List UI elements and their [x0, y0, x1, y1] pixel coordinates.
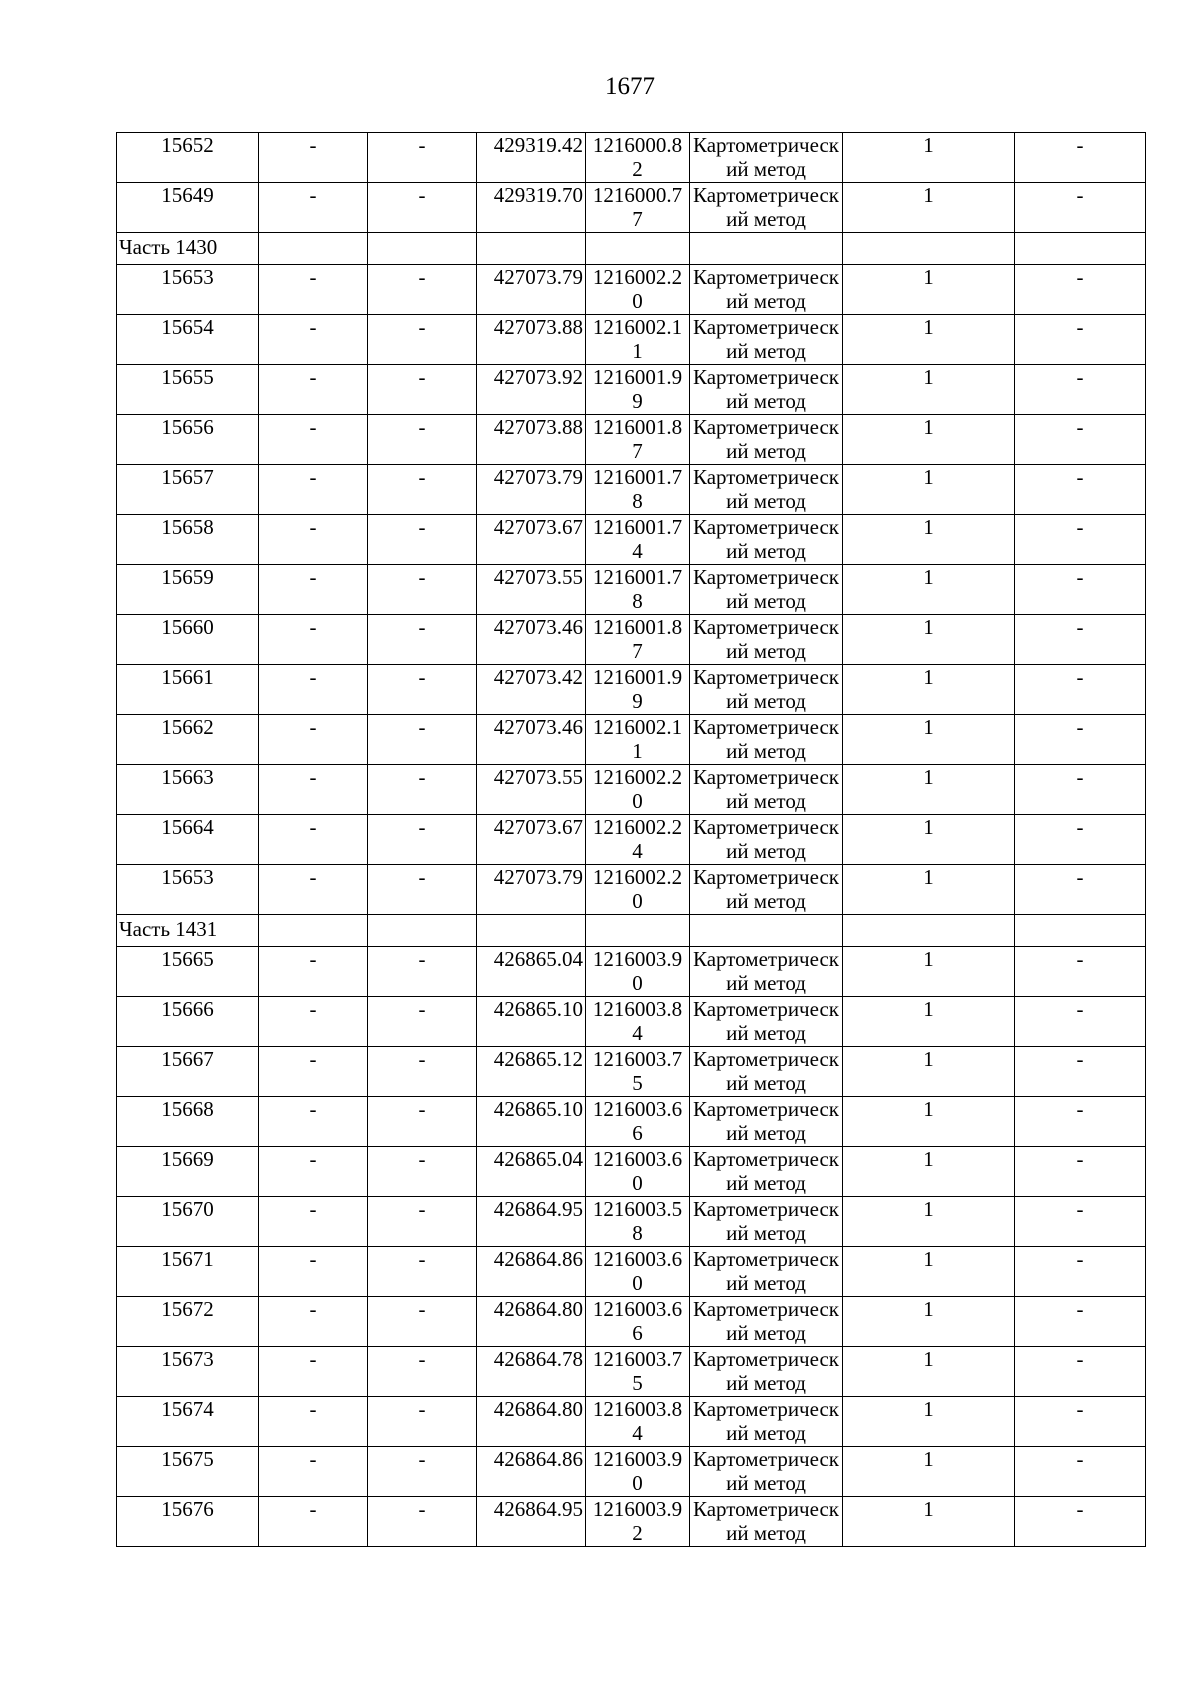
x-coordinate-cell: 427073.42: [477, 665, 586, 715]
table-row: [117, 947, 1146, 997]
accuracy-cell: 1: [843, 1497, 1015, 1547]
dash-cell: -: [259, 133, 368, 183]
y-coordinate-cell: 1216003.75: [586, 1347, 690, 1397]
accuracy-cell: 1: [843, 1297, 1015, 1347]
dash-cell: -: [259, 997, 368, 1047]
accuracy-cell: 1: [843, 715, 1015, 765]
dash-cell: -: [368, 365, 477, 415]
empty-cell: [690, 915, 843, 947]
method-cell: Картометрический метод: [690, 565, 843, 615]
point-number-cell: 15652: [117, 133, 259, 183]
x-coordinate-cell: 426864.80: [477, 1297, 586, 1347]
empty-cell: [1015, 233, 1146, 265]
dash-cell: -: [368, 315, 477, 365]
empty-cell: [259, 233, 368, 265]
dash-cell: -: [259, 1147, 368, 1197]
empty-cell: [586, 233, 690, 265]
dash-cell: -: [259, 1297, 368, 1347]
x-coordinate-cell: 426864.78: [477, 1347, 586, 1397]
y-coordinate-cell: 1216001.99: [586, 665, 690, 715]
dash-cell: -: [368, 1397, 477, 1447]
dash-cell: -: [259, 765, 368, 815]
accuracy-cell: 1: [843, 665, 1015, 715]
point-number-cell: 15659: [117, 565, 259, 615]
dash-cell: -: [259, 1197, 368, 1247]
point-number-cell: 15673: [117, 1347, 259, 1397]
method-cell: Картометрический метод: [690, 315, 843, 365]
y-coordinate-cell: 1216002.20: [586, 865, 690, 915]
note-cell: -: [1015, 715, 1146, 765]
note-cell: -: [1015, 1197, 1146, 1247]
y-coordinate-cell: 1216002.11: [586, 715, 690, 765]
dash-cell: -: [368, 1497, 477, 1547]
dash-cell: -: [368, 515, 477, 565]
y-coordinate-cell: 1216000.77: [586, 183, 690, 233]
point-number-cell: 15665: [117, 947, 259, 997]
note-cell: -: [1015, 1047, 1146, 1097]
x-coordinate-cell: 427073.79: [477, 465, 586, 515]
dash-cell: -: [368, 815, 477, 865]
y-coordinate-cell: 1216003.84: [586, 997, 690, 1047]
method-cell: Картометрический метод: [690, 865, 843, 915]
dash-cell: -: [368, 947, 477, 997]
accuracy-cell: 1: [843, 1097, 1015, 1147]
point-number-cell: 15655: [117, 365, 259, 415]
dash-cell: -: [368, 565, 477, 615]
accuracy-cell: 1: [843, 1147, 1015, 1197]
method-cell: Картометрический метод: [690, 665, 843, 715]
accuracy-cell: 1: [843, 365, 1015, 415]
method-cell: Картометрический метод: [690, 715, 843, 765]
table-row: [117, 715, 1146, 765]
dash-cell: -: [368, 1247, 477, 1297]
accuracy-cell: 1: [843, 765, 1015, 815]
dash-cell: -: [259, 1097, 368, 1147]
accuracy-cell: 1: [843, 815, 1015, 865]
note-cell: -: [1015, 515, 1146, 565]
dash-cell: -: [259, 665, 368, 715]
accuracy-cell: 1: [843, 1347, 1015, 1397]
accuracy-cell: 1: [843, 415, 1015, 465]
method-cell: Картометрический метод: [690, 365, 843, 415]
point-number-cell: 15669: [117, 1147, 259, 1197]
point-number-cell: 15660: [117, 615, 259, 665]
x-coordinate-cell: 426864.86: [477, 1447, 586, 1497]
table-row: [117, 183, 1146, 233]
note-cell: -: [1015, 665, 1146, 715]
dash-cell: -: [259, 815, 368, 865]
y-coordinate-cell: 1216003.66: [586, 1097, 690, 1147]
table-row: [117, 1247, 1146, 1297]
method-cell: Картометрический метод: [690, 415, 843, 465]
dash-cell: -: [368, 615, 477, 665]
accuracy-cell: 1: [843, 183, 1015, 233]
dash-cell: -: [259, 1247, 368, 1297]
method-cell: Картометрический метод: [690, 1047, 843, 1097]
note-cell: -: [1015, 997, 1146, 1047]
method-cell: Картометрический метод: [690, 1297, 843, 1347]
point-number-cell: 15653: [117, 865, 259, 915]
y-coordinate-cell: 1216003.60: [586, 1247, 690, 1297]
y-coordinate-cell: 1216003.92: [586, 1497, 690, 1547]
accuracy-cell: 1: [843, 133, 1015, 183]
dash-cell: -: [368, 665, 477, 715]
y-coordinate-cell: 1216003.84: [586, 1397, 690, 1447]
dash-cell: -: [368, 715, 477, 765]
note-cell: -: [1015, 465, 1146, 515]
accuracy-cell: 1: [843, 265, 1015, 315]
x-coordinate-cell: 427073.88: [477, 315, 586, 365]
note-cell: -: [1015, 865, 1146, 915]
note-cell: -: [1015, 1097, 1146, 1147]
x-coordinate-cell: 427073.88: [477, 415, 586, 465]
x-coordinate-cell: 427073.67: [477, 815, 586, 865]
method-cell: Картометрический метод: [690, 947, 843, 997]
y-coordinate-cell: 1216003.66: [586, 1297, 690, 1347]
method-cell: Картометрический метод: [690, 1397, 843, 1447]
x-coordinate-cell: 427073.55: [477, 565, 586, 615]
note-cell: -: [1015, 815, 1146, 865]
dash-cell: -: [368, 183, 477, 233]
table-row: [117, 265, 1146, 315]
point-number-cell: 15649: [117, 183, 259, 233]
table-row: [117, 415, 1146, 465]
x-coordinate-cell: 429319.42: [477, 133, 586, 183]
dash-cell: -: [368, 1447, 477, 1497]
note-cell: -: [1015, 415, 1146, 465]
method-cell: Картометрический метод: [690, 515, 843, 565]
dash-cell: -: [259, 715, 368, 765]
x-coordinate-cell: 426865.10: [477, 1097, 586, 1147]
method-cell: Картометрический метод: [690, 815, 843, 865]
page-number: 1677: [605, 73, 655, 100]
point-number-cell: 15676: [117, 1497, 259, 1547]
table-row: [117, 815, 1146, 865]
table-row: [117, 997, 1146, 1047]
y-coordinate-cell: 1216003.75: [586, 1047, 690, 1097]
y-coordinate-cell: 1216001.78: [586, 465, 690, 515]
section-row: [117, 915, 1146, 947]
dash-cell: -: [259, 565, 368, 615]
method-cell: Картометрический метод: [690, 183, 843, 233]
table-row: [117, 665, 1146, 715]
method-cell: Картометрический метод: [690, 265, 843, 315]
dash-cell: -: [259, 315, 368, 365]
method-cell: Картометрический метод: [690, 133, 843, 183]
accuracy-cell: 1: [843, 465, 1015, 515]
accuracy-cell: 1: [843, 1447, 1015, 1497]
note-cell: -: [1015, 1297, 1146, 1347]
point-number-cell: 15663: [117, 765, 259, 815]
x-coordinate-cell: 426864.95: [477, 1497, 586, 1547]
table-row: [117, 133, 1146, 183]
dash-cell: -: [368, 1047, 477, 1097]
y-coordinate-cell: 1216003.90: [586, 947, 690, 997]
dash-cell: -: [368, 1147, 477, 1197]
x-coordinate-cell: 427073.92: [477, 365, 586, 415]
point-number-cell: 15666: [117, 997, 259, 1047]
method-cell: Картометрический метод: [690, 765, 843, 815]
point-number-cell: 15667: [117, 1047, 259, 1097]
empty-cell: [477, 233, 586, 265]
note-cell: -: [1015, 1447, 1146, 1497]
point-number-cell: 15661: [117, 665, 259, 715]
empty-cell: [368, 233, 477, 265]
note-cell: -: [1015, 615, 1146, 665]
y-coordinate-cell: 1216002.11: [586, 315, 690, 365]
x-coordinate-cell: 426864.80: [477, 1397, 586, 1447]
dash-cell: -: [368, 1347, 477, 1397]
method-cell: Картометрический метод: [690, 997, 843, 1047]
table-row: [117, 315, 1146, 365]
y-coordinate-cell: 1216001.99: [586, 365, 690, 415]
note-cell: -: [1015, 565, 1146, 615]
empty-cell: [477, 915, 586, 947]
note-cell: -: [1015, 1497, 1146, 1547]
y-coordinate-cell: 1216001.78: [586, 565, 690, 615]
dash-cell: -: [368, 1197, 477, 1247]
dash-cell: -: [259, 265, 368, 315]
dash-cell: -: [368, 415, 477, 465]
empty-cell: [1015, 915, 1146, 947]
note-cell: -: [1015, 133, 1146, 183]
empty-cell: [259, 915, 368, 947]
table-row: [117, 1297, 1146, 1347]
x-coordinate-cell: 427073.46: [477, 715, 586, 765]
x-coordinate-cell: 426865.10: [477, 997, 586, 1047]
point-number-cell: 15664: [117, 815, 259, 865]
x-coordinate-cell: 427073.79: [477, 265, 586, 315]
x-coordinate-cell: 429319.70: [477, 183, 586, 233]
table-row: [117, 1197, 1146, 1247]
empty-cell: [843, 915, 1015, 947]
point-number-cell: 15657: [117, 465, 259, 515]
method-cell: Картометрический метод: [690, 1247, 843, 1297]
method-cell: Картометрический метод: [690, 1497, 843, 1547]
accuracy-cell: 1: [843, 947, 1015, 997]
x-coordinate-cell: 427073.46: [477, 615, 586, 665]
dash-cell: -: [259, 415, 368, 465]
x-coordinate-cell: 426864.86: [477, 1247, 586, 1297]
accuracy-cell: 1: [843, 1197, 1015, 1247]
x-coordinate-cell: 426865.04: [477, 947, 586, 997]
empty-cell: [368, 915, 477, 947]
dash-cell: -: [259, 615, 368, 665]
x-coordinate-cell: 427073.67: [477, 515, 586, 565]
dash-cell: -: [259, 1397, 368, 1447]
table-row: [117, 465, 1146, 515]
table-row: [117, 1047, 1146, 1097]
note-cell: -: [1015, 765, 1146, 815]
accuracy-cell: 1: [843, 615, 1015, 665]
point-number-cell: 15668: [117, 1097, 259, 1147]
table-row: [117, 615, 1146, 665]
note-cell: -: [1015, 265, 1146, 315]
section-row: [117, 233, 1146, 265]
note-cell: -: [1015, 1347, 1146, 1397]
method-cell: Картометрический метод: [690, 1097, 843, 1147]
table-row: [117, 765, 1146, 815]
point-number-cell: 15654: [117, 315, 259, 365]
method-cell: Картометрический метод: [690, 615, 843, 665]
table-row: [117, 515, 1146, 565]
y-coordinate-cell: 1216002.24: [586, 815, 690, 865]
dash-cell: -: [259, 1047, 368, 1097]
table-row: [117, 565, 1146, 615]
dash-cell: -: [259, 865, 368, 915]
note-cell: -: [1015, 315, 1146, 365]
dash-cell: -: [368, 1297, 477, 1347]
point-number-cell: 15670: [117, 1197, 259, 1247]
dash-cell: -: [368, 1097, 477, 1147]
dash-cell: -: [368, 465, 477, 515]
accuracy-cell: 1: [843, 565, 1015, 615]
note-cell: -: [1015, 183, 1146, 233]
point-number-cell: 15658: [117, 515, 259, 565]
empty-cell: [586, 915, 690, 947]
table-row: [117, 1397, 1146, 1447]
coordinates-table: [116, 132, 1146, 1547]
point-number-cell: 15672: [117, 1297, 259, 1347]
y-coordinate-cell: 1216001.74: [586, 515, 690, 565]
note-cell: -: [1015, 947, 1146, 997]
dash-cell: -: [368, 997, 477, 1047]
table-body: [117, 133, 1146, 1547]
table-row: [117, 1447, 1146, 1497]
y-coordinate-cell: 1216003.60: [586, 1147, 690, 1197]
table-row: [117, 865, 1146, 915]
x-coordinate-cell: 427073.79: [477, 865, 586, 915]
y-coordinate-cell: 1216003.90: [586, 1447, 690, 1497]
point-number-cell: 15674: [117, 1397, 259, 1447]
y-coordinate-cell: 1216002.20: [586, 765, 690, 815]
accuracy-cell: 1: [843, 315, 1015, 365]
point-number-cell: 15662: [117, 715, 259, 765]
accuracy-cell: 1: [843, 865, 1015, 915]
table-row: [117, 365, 1146, 415]
y-coordinate-cell: 1216002.20: [586, 265, 690, 315]
accuracy-cell: 1: [843, 1247, 1015, 1297]
dash-cell: -: [368, 865, 477, 915]
dash-cell: -: [259, 1447, 368, 1497]
method-cell: Картометрический метод: [690, 1347, 843, 1397]
note-cell: -: [1015, 365, 1146, 415]
table-row: [117, 1147, 1146, 1197]
table-row: [117, 1497, 1146, 1547]
y-coordinate-cell: 1216000.82: [586, 133, 690, 183]
note-cell: -: [1015, 1247, 1146, 1297]
dash-cell: -: [368, 133, 477, 183]
x-coordinate-cell: 426865.04: [477, 1147, 586, 1197]
dash-cell: -: [259, 947, 368, 997]
table-row: [117, 1347, 1146, 1397]
point-number-cell: 15675: [117, 1447, 259, 1497]
accuracy-cell: 1: [843, 1047, 1015, 1097]
dash-cell: -: [259, 1347, 368, 1397]
method-cell: Картометрический метод: [690, 1197, 843, 1247]
accuracy-cell: 1: [843, 515, 1015, 565]
y-coordinate-cell: 1216001.87: [586, 615, 690, 665]
section-label: Часть 1431: [117, 915, 259, 947]
empty-cell: [843, 233, 1015, 265]
point-number-cell: 15656: [117, 415, 259, 465]
table-row: [117, 1097, 1146, 1147]
dash-cell: -: [259, 365, 368, 415]
dash-cell: -: [259, 1497, 368, 1547]
accuracy-cell: 1: [843, 997, 1015, 1047]
section-label: Часть 1430: [117, 233, 259, 265]
note-cell: -: [1015, 1397, 1146, 1447]
point-number-cell: 15653: [117, 265, 259, 315]
dash-cell: -: [259, 183, 368, 233]
dash-cell: -: [259, 465, 368, 515]
x-coordinate-cell: 426864.95: [477, 1197, 586, 1247]
dash-cell: -: [368, 765, 477, 815]
y-coordinate-cell: 1216001.87: [586, 415, 690, 465]
y-coordinate-cell: 1216003.58: [586, 1197, 690, 1247]
empty-cell: [690, 233, 843, 265]
dash-cell: -: [259, 515, 368, 565]
x-coordinate-cell: 426865.12: [477, 1047, 586, 1097]
dash-cell: -: [368, 265, 477, 315]
method-cell: Картометрический метод: [690, 1447, 843, 1497]
x-coordinate-cell: 427073.55: [477, 765, 586, 815]
method-cell: Картометрический метод: [690, 1147, 843, 1197]
note-cell: -: [1015, 1147, 1146, 1197]
method-cell: Картометрический метод: [690, 465, 843, 515]
point-number-cell: 15671: [117, 1247, 259, 1297]
accuracy-cell: 1: [843, 1397, 1015, 1447]
